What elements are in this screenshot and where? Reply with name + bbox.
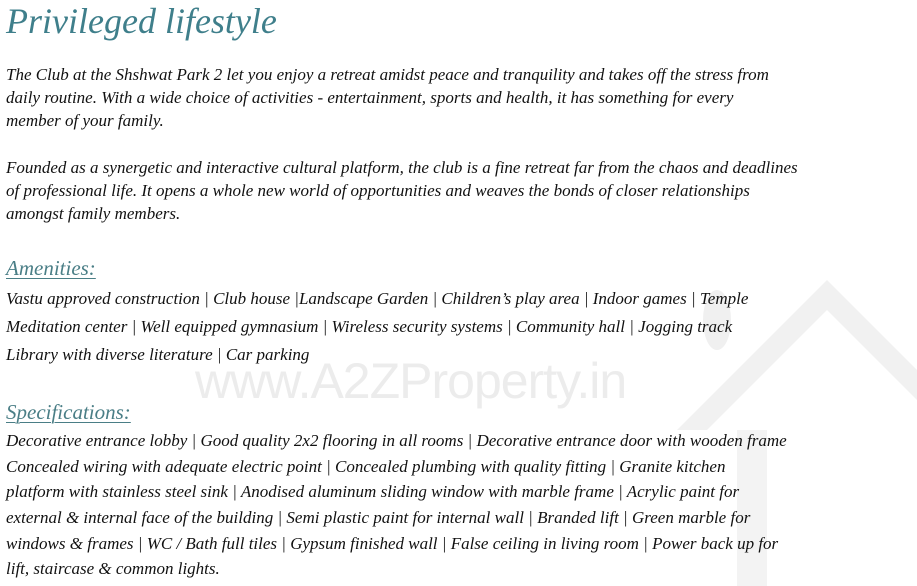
page-title: Privileged lifestyle bbox=[6, 1, 277, 41]
specifications-heading: Specifications: bbox=[6, 400, 131, 424]
specifications-line: Concealed wiring with adequate electric point | Concealed plumbing with quality fitting | Granite kitchen bbox=[6, 457, 726, 476]
amenities-line: Library with diverse literature | Car parking bbox=[6, 345, 310, 364]
watermark: www.A2ZProperty.in bbox=[195, 353, 627, 409]
amenities-heading: Amenities: bbox=[6, 256, 96, 280]
intro-paragraph-2-line: Founded as a synergetic and interactive cultural platform, the club is a fine retreat far from the chaos and deadlines bbox=[6, 158, 798, 177]
intro-paragraph-2-line: of professional life. It opens a whole new world of opportunities and weaves the bonds of closer relationships bbox=[6, 181, 750, 200]
intro-paragraph-2-line: amongst family members. bbox=[6, 204, 181, 223]
specifications-line: platform with stainless steel sink | Anodised aluminum sliding window with marble frame | Acrylic paint for bbox=[6, 482, 740, 501]
intro-paragraph-1-line: member of your family. bbox=[6, 111, 164, 130]
intro-paragraph-1-line: daily routine. With a wide choice of activities - entertainment, sports and health, it has something for every bbox=[6, 88, 734, 107]
specifications-line: lift, staircase & common lights. bbox=[6, 559, 220, 578]
specifications-line: external & internal face of the building | Semi plastic paint for internal wall | Branded lift | Green marble for bbox=[6, 508, 751, 527]
amenities-line: Meditation center | Well equipped gymnasium | Wireless security systems | Community hall | Jogging track bbox=[6, 317, 733, 336]
specifications-line: windows & frames | WC / Bath full tiles | Gypsum finished wall | False ceiling in living room | Power back up for bbox=[6, 534, 779, 553]
specifications-line: Decorative entrance lobby | Good quality 2x2 flooring in all rooms | Decorative entrance door with wooden frame bbox=[6, 431, 787, 450]
intro-paragraph-1-line: The Club at the Shshwat Park 2 let you enjoy a retreat amidst peace and tranquility and takes off the stress from bbox=[6, 65, 769, 84]
amenities-line: Vastu approved construction | Club house |Landscape Garden | Children’s play area | Indoor games | Temple bbox=[6, 289, 749, 308]
